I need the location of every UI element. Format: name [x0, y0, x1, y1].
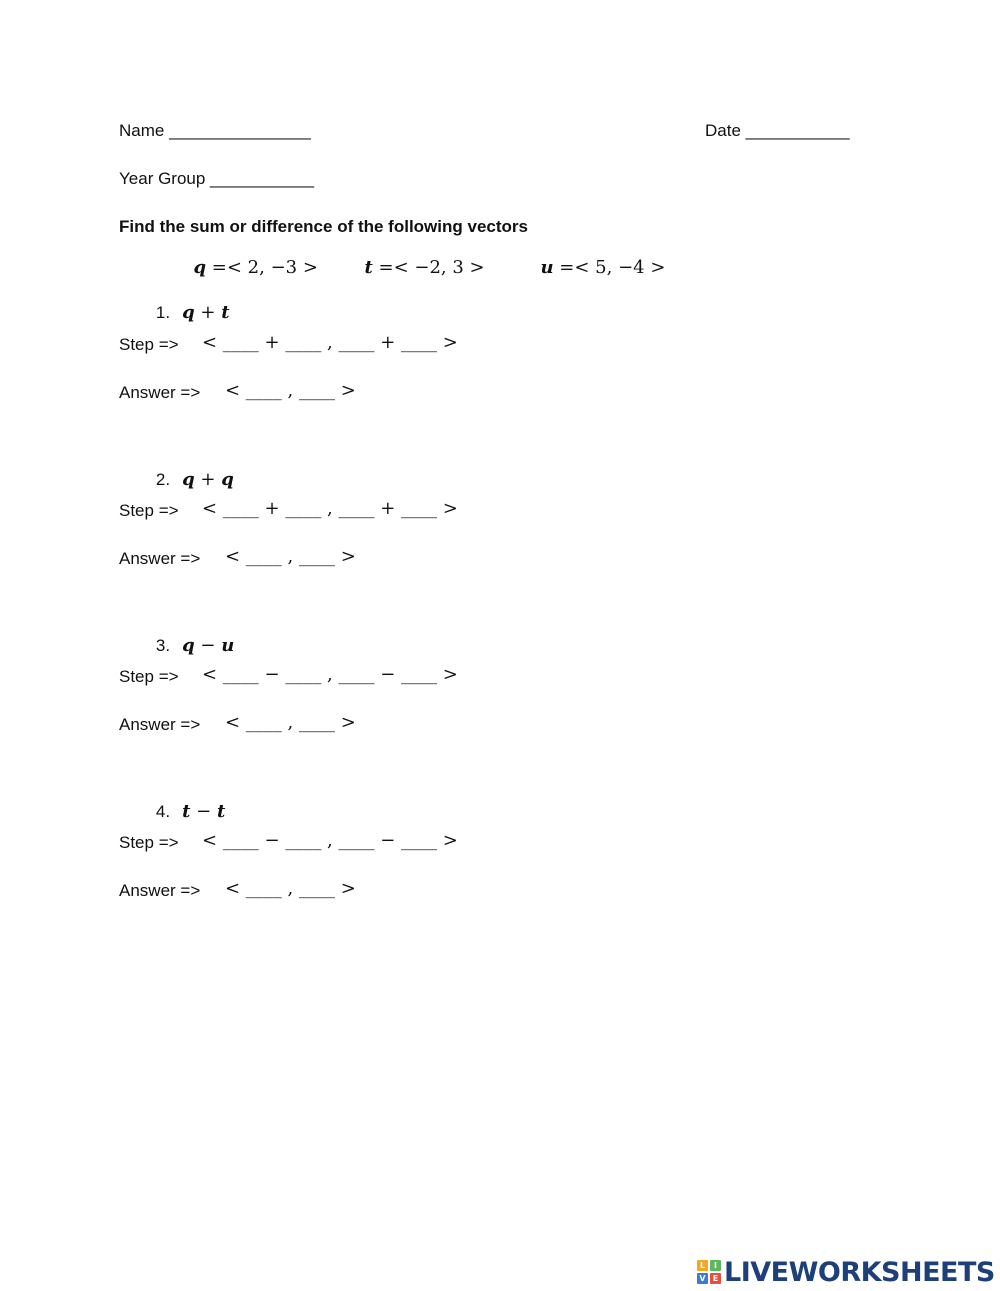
logo-text: LIVEWORKSHEETS: [724, 1256, 995, 1288]
problem-left-operand: q: [182, 302, 195, 323]
step-label: Step =>: [119, 335, 179, 354]
problem-number: 4.: [155, 802, 171, 821]
problem-right-operand: t: [216, 801, 226, 822]
problem-left-operand: t: [182, 801, 191, 822]
answer-label: Answer =>: [119, 383, 201, 402]
vector-q-definition: [182, 241, 318, 277]
answer-blanks[interactable]: < ____ , ____ >: [225, 380, 356, 401]
vector-u-definition: [529, 241, 665, 277]
vector-value: =< 2, −3 >: [211, 257, 318, 278]
answer-blanks[interactable]: < ____ , ____ >: [225, 878, 356, 899]
step-label: Step =>: [119, 501, 179, 520]
step-blanks[interactable]: < ____ + ____ , ____ + ____ >: [202, 332, 458, 353]
logo-tile: L: [697, 1260, 708, 1271]
vector-name: u: [540, 257, 554, 278]
year-group-field[interactable]: Year Group ___________: [119, 169, 315, 188]
problem-operator: +: [200, 302, 216, 323]
logo-tile: I: [710, 1260, 721, 1271]
logo-tiles-icon: [697, 1260, 721, 1284]
problem-right-operand: u: [221, 635, 235, 656]
step-blanks[interactable]: < ____ − ____ , ____ − ____ >: [202, 664, 458, 685]
problem-right-operand: t: [221, 302, 230, 323]
problem-left-operand: q: [182, 469, 195, 490]
problem-number: 1.: [155, 303, 171, 322]
name-field[interactable]: Name _______________: [119, 121, 311, 140]
step-label: Step =>: [119, 833, 179, 852]
answer-label: Answer =>: [119, 715, 201, 734]
problem-3-heading: [147, 621, 234, 655]
vector-t-definition: [353, 241, 485, 277]
problem-2-heading: [147, 455, 234, 489]
problem-1-heading: [147, 288, 230, 322]
vector-name: q: [193, 257, 207, 278]
problem-right-operand: q: [221, 469, 234, 490]
problem-operator: −: [200, 635, 216, 656]
answer-blanks[interactable]: < ____ , ____ >: [225, 546, 356, 567]
problem-operator: +: [200, 469, 216, 490]
step-blanks[interactable]: < ____ − ____ , ____ − ____ >: [202, 830, 458, 851]
vector-value: =< 5, −4 >: [559, 257, 666, 278]
vector-value: =< −2, 3 >: [378, 257, 485, 278]
logo-tile: E: [710, 1273, 721, 1284]
problem-left-operand: q: [182, 635, 195, 656]
step-blanks[interactable]: < ____ + ____ , ____ + ____ >: [202, 498, 458, 519]
vector-name: t: [364, 257, 373, 278]
step-label: Step =>: [119, 667, 179, 686]
problem-operator: −: [196, 801, 212, 822]
instructions-title: Find the sum or difference of the following vectors: [119, 217, 528, 236]
logo-tile: V: [697, 1273, 708, 1284]
date-field[interactable]: Date ___________: [705, 121, 850, 140]
problem-4-heading: [147, 787, 225, 821]
answer-blanks[interactable]: < ____ , ____ >: [225, 712, 356, 733]
liveworksheets-logo: [697, 1258, 995, 1286]
problem-number: 2.: [155, 470, 171, 489]
answer-label: Answer =>: [119, 549, 201, 568]
problem-number: 3.: [155, 636, 171, 655]
answer-label: Answer =>: [119, 881, 201, 900]
